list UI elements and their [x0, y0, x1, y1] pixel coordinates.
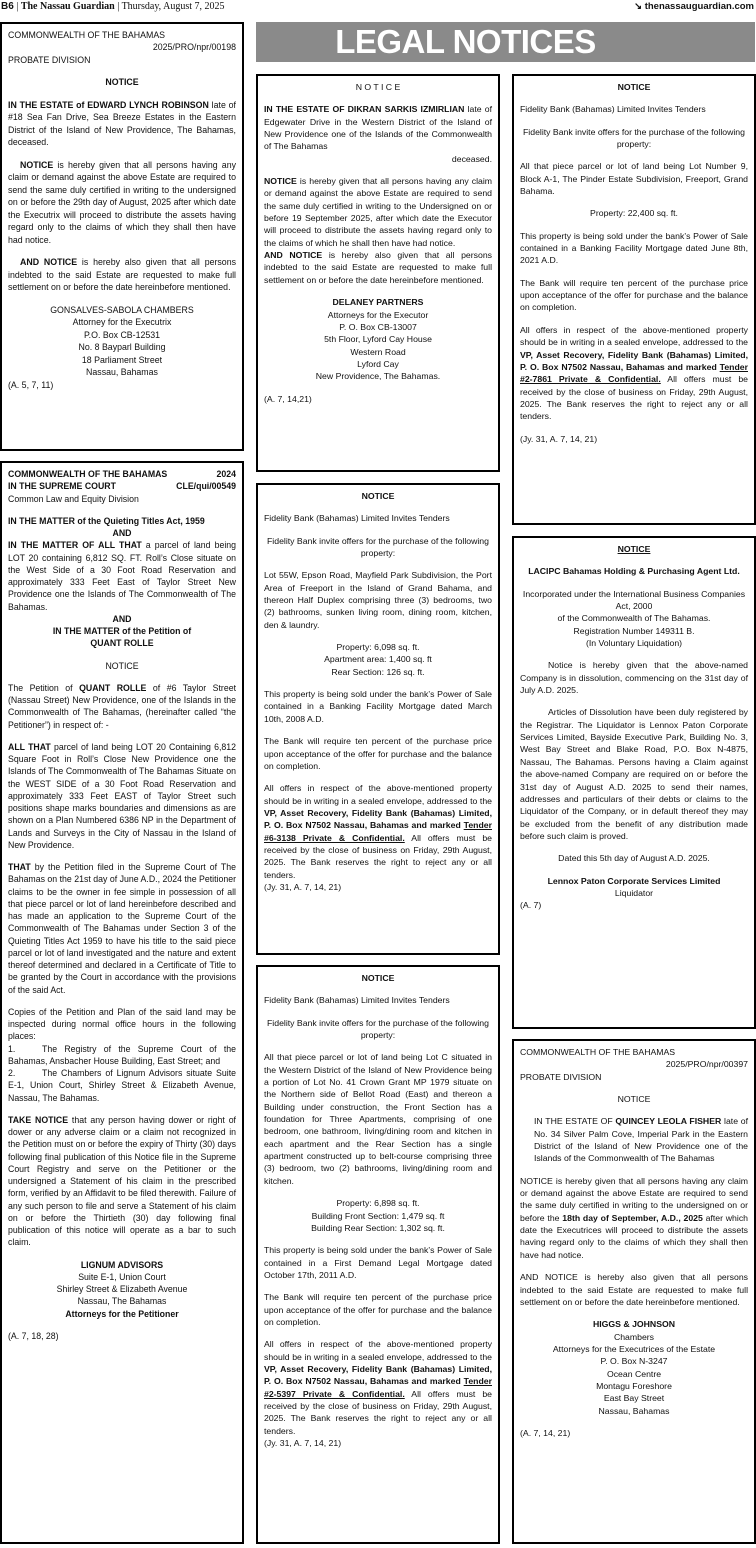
property-description: All that piece parcel or lot of land being Lot Number 9, Block A-1, The Pinder Estate Subdivision, Freeport, Grand Bahama.: [520, 161, 748, 197]
address-line: 18 Parliament Street: [81, 354, 163, 365]
incorporation-text: Incorporated under the International Business Companies Act, 2000: [522, 588, 746, 612]
payment-terms: The Bank will require ten percent of the purchase price upon acceptance of the offer for purchase and the balance on completion.: [520, 277, 748, 313]
and-notice-lead: AND NOTICE: [264, 250, 323, 261]
address-line: P. O. Box N-3247: [600, 1356, 668, 1367]
notice-lead: NOTICE: [20, 159, 54, 170]
address-line: P.O. Box CB-12531: [83, 329, 161, 340]
probate-notice-fisher: [512, 1039, 756, 1544]
case-reference: 2025/PRO/npr/00198: [152, 42, 236, 53]
publication-dates: (Jy. 31, A. 7, 14, 21): [264, 881, 342, 892]
offers-address: VP, Asset Recovery, Fidelity Bank (Bahamas) Limited, P. O. Box N7502 Nassau, Bahamas and marked: [520, 349, 748, 372]
notice-text: is hereby given that all persons having any claim or demand against the above Estate are required to send the same duly certified in writing to the undersigned on or before the 29th day of August, 2025 after which date the Executrix will proceed to distribute the assets having regard only to the claims of which they shall then have had notice.: [8, 159, 236, 245]
page-header: B6 | The Nassau Guardian | Thursday, August 7, 2025 ↘ thenassauguardian.com: [1, 1, 754, 12]
estate-text: IN THE ESTATE OF: [534, 1116, 616, 1127]
company-name: LACIPC Bahamas Holding & Purchasing Agent Ltd.: [528, 566, 740, 577]
court-name: IN THE SUPREME COURT: [8, 481, 116, 492]
issue-date: Thursday, August 7, 2025: [121, 1, 225, 12]
tender-notice-2-5397: [256, 965, 500, 1544]
publication-dates: (A. 7, 14,21): [264, 393, 312, 404]
address-line: Attorneys for the Executor: [327, 309, 429, 320]
petition-text: The Petition of: [8, 682, 80, 693]
arrow-icon: ↘: [634, 1, 643, 12]
offers-text: Fidelity Bank invite offers for the purchase of the following property:: [523, 126, 745, 150]
case-year: 2024: [216, 469, 236, 479]
address-line: Nassau, The Bahamas: [77, 1296, 167, 1307]
address-line: Nassau, Bahamas: [86, 367, 158, 378]
payment-terms: The Bank will require ten percent of the purchase price upon acceptance of the offer for purchase and the balance on completion.: [264, 1292, 492, 1327]
notice-lead: NOTICE: [264, 176, 297, 187]
tender-notice-6-3138: [256, 483, 500, 955]
address-line: Montagu Foreshore: [596, 1380, 672, 1391]
publication-dates: (Jy. 31, A. 7, 14, 21): [520, 433, 598, 444]
address-line: Ocean Centre: [606, 1368, 662, 1379]
division: Common Law and Equity Division: [8, 493, 139, 504]
liquidator-role: Liquidator: [614, 887, 654, 898]
firm-name: DELANEY PARTNERS: [332, 297, 424, 308]
articles-text: Articles of Dissolution have been duly registered by the Registrar. The Liquidator is Lennox Paton Corporate Services Limited, Bayside Executive Park, Building No. 3, West Bay Street and Blake Road, P.O. Box N-4875, Nassau, The Bahamas. Persons having a Claim against the above-named Company are required on or before the 31st day of August A.D. 2025 to send their names, addresses and particulars of their debts or claims to the Liquidator of the Company, or in default thereof they may be excluded from the benefit of any distribution made before such claim is proved.: [520, 707, 748, 841]
liquidator-name: Lennox Paton Corporate Services Limited: [547, 875, 721, 886]
deadline-date: 18th day of September, A.D., 2025: [562, 1212, 703, 1223]
offers-address: VP, Asset Recovery, Fidelity Bank (Bahamas) Limited, P. O. Box N7502 Nassau, Bahamas and marked: [264, 1363, 492, 1387]
list-number: 1.: [8, 1043, 16, 1054]
estate-name: IN THE ESTATE OF DIKRAN SARKIS IZMIRLIAN: [264, 104, 465, 115]
power-of-sale: This property is being sold under the bank’s Power of Sale contained in a Banking Facility Mortgage dated March 10th, 2008 A.D.: [264, 689, 492, 724]
address-line: East Bay Street: [603, 1393, 665, 1404]
quieting-titles-notice: [0, 461, 244, 1544]
case-reference: 2025/PRO/npr/00397: [665, 1059, 748, 1070]
newspaper-name: The Nassau Guardian: [20, 1, 115, 12]
matter-land-text: a parcel of land being LOT 20 containing 6,812 SQ. FT. Roll’s Close situate on the West Side of a 30 Foot Road Reservation and approximately 333 Feet East of Taylor Street New Providence one the Islands of The Commonwealth of The Bahamas.: [8, 540, 236, 612]
address-line: No. 8 Bayparl Building: [78, 342, 166, 353]
and-notice-text: is hereby also given that all persons indebted to the said Estate are requested to make full settlement on or before the date hereinbefore mentioned.: [8, 257, 236, 293]
notice-title: N O T I C E: [355, 82, 401, 92]
offers-deadline: All offers must be received by the close of business on Friday, 29th August, 2025. The Bank reserves the right to reject any or all tenders.: [264, 832, 492, 880]
matter-act: IN THE MATTER of the Quieting Titles Act, 1959: [8, 515, 205, 526]
and-notice-text: is hereby also given that all persons indebted to the said Estate are requested to make full settlement on or before the date hereinbefore mentioned.: [264, 250, 492, 285]
property-area: Building Rear Section: 1,302 sq. ft.: [311, 1222, 445, 1233]
incorporation-text: of the Commonwealth of The Bahamas.: [557, 613, 711, 624]
property-area: Apartment area: 1,400 sq. ft: [324, 654, 432, 665]
firm-name: LIGNUM ADVISORS: [80, 1259, 164, 1270]
and-notice-text: AND NOTICE is hereby also given that all persons indebted to the said Estate are requested to make full settlement on or before the date hereinbefore mentioned.: [520, 1272, 748, 1307]
tender-reference: Tender #6-3138 Private & Confidential.: [264, 820, 492, 843]
section-title: LEGAL NOTICES: [256, 22, 755, 62]
that-lead: THAT: [8, 862, 31, 872]
property-description: Lot 55W, Epson Road, Mayfield Park Subdivision, the Port Area of Freeport in the Island of Grand Bahama, and thereon Half Duplex comprising three (3) bedrooms, two (2) bathrooms, sunken living room, dining room, kitchen, den & laundry.: [264, 570, 492, 630]
website-link[interactable]: thenassauguardian.com: [644, 1, 754, 12]
notice-text: is hereby given that all persons having any claim or demand against the above Estate are required to send the same duly certified in writing to the Undersigned on or before 19 September 2025, after which date the Executor will proceed to distribute the assets having regard only to the claims of which he shall then have had notice.: [264, 176, 492, 248]
and-separator: AND: [112, 613, 132, 624]
tender-reference: Tender #2-5397 Private & Confidential.: [264, 1376, 492, 1399]
address-line: Attorneys for the Executrices of the Estate: [552, 1343, 716, 1354]
offers-instructions: All offers in respect of the above-mentioned property should be in writing in a sealed envelope, addressed to the: [264, 1339, 492, 1362]
offers-address: VP, Asset Recovery, Fidelity Bank (Bahamas) Limited, P. O. Box N7502 Nassau, Bahamas and marked: [264, 807, 492, 831]
notice-title: NOTICE: [361, 491, 395, 501]
land-description: parcel of land being LOT 20 Containing 6,812 Square Foot in Roll’s Close New Providence one the Islands of The Commonwealth of The Bahamas Situate on the WEST SIDE of a 30 Foot Road Reservation and approximately 333 Feet EAST of Taylor Street such positions shape marks boundaries and dimensions as are shown on a Plan Numbered 6386 NP in the Department of Lands and Surveys in the City of Nassau in the Island of New Providence.: [8, 741, 236, 850]
page-number: B6: [1, 1, 14, 12]
notice-text: after which date the Executrices will proceed to distribute the assets having regard only to the claims of which they shall then have had notice.: [520, 1212, 748, 1260]
estate-text: late of #18 Sea Fan Drive, Sea Breeze Estates in the Eastern District of the Island of New Providence, The Bahamas, deceased.: [8, 99, 236, 148]
offers-instructions: All offers in respect of the above-mentioned property should be in writing in a sealed envelope, addressed to the: [264, 783, 492, 806]
commonwealth-heading: COMMONWEALTH OF THE BAHAMAS: [8, 30, 166, 40]
address-line: Western Road: [350, 346, 406, 357]
publication-dates: (A. 5, 7, 11): [8, 379, 54, 390]
firm-name: HIGGS & JOHNSON: [592, 1319, 676, 1330]
dated-line: Dated this 5th day of August A.D. 2025.: [558, 853, 710, 864]
publication-dates: (A. 7, 18, 28): [8, 1330, 59, 1341]
petition-text: of #6 Taylor Street (Nassau Street) New Providence, one of the Islands in the Commonwealth of The Bahamas, (hereinafter called “the Petitioner”) in respect of: -: [8, 682, 236, 730]
inspection-place: The Chambers of Lignum Advisors situate Suite E-1, Union Court, Shirley Street & Elizabeth Avenue, Nassau, The Bahamas.: [8, 1068, 236, 1103]
estate-text: late of No. 34 Silver Palm Cove, Imperial Park in the Eastern District of the Island of New Providence one of the Islands of the Commonwealth of The Bahamas: [534, 1116, 748, 1164]
address-line: P. O. Box CB-13007: [339, 321, 417, 332]
registration-number: Registration Number 149311 B.: [573, 625, 695, 636]
address-line: Lyford Cay: [357, 358, 399, 369]
notice-title: NOTICE: [105, 660, 139, 671]
and-separator: AND: [112, 528, 132, 538]
take-notice-text: that any person having dower or right of dower or any adverse claim or a claim not recognized in the Petition must on or before the expiry of Thirty (30) days following final publication of this Notice file in the Supreme Court Registry and serve on the Petitioner or the undersigned a Statement of his claim in the prescribed form, verified by an Affidavit to be filed therewith. Failure of any such person to file and serve a Statement of his claim on or before the Thirtieth (30) day following final publication of this notice will operate as a bar to such claim.: [8, 1114, 236, 1248]
notice-title: NOTICE: [617, 82, 651, 92]
probate-notice-robinson: [0, 22, 244, 451]
firm-name: GONSALVES-SABOLA CHAMBERS: [50, 304, 194, 315]
invites-tenders: Fidelity Bank (Bahamas) Limited Invites Tenders: [264, 513, 450, 524]
notice-title: NOTICE: [617, 1094, 651, 1105]
notice-title: NOTICE: [105, 77, 139, 88]
offers-instructions: All offers in respect of the above-mentioned property should be in writing in a sealed envelope, addressed to the: [520, 324, 748, 348]
commonwealth-heading: COMMONWEALTH OF THE BAHAMAS: [8, 469, 168, 479]
property-description: All that piece parcel or lot of land being Lot C situated in the Western District of the Island of New Providence being a portion of Lot No. 41 Crown Grant MP 1979 situate on the Northern side of Bellot Road (East) and thereon a Building under construction, the Front Section has a foundation for Three Apartments, comprising of one bedroom, one bathroom, living/dining room and kitchen in each apartment and the Rear Section has a single apartment constructed up to belt-course comprising three (3) bedroom, two (2) bathrooms, living/dining room and kitchen.: [264, 1052, 492, 1186]
commonwealth-heading: COMMONWEALTH OF THE BAHAMAS: [520, 1047, 676, 1057]
offers-deadline: All offers must be received by the close of business on Friday, 29th August, 2025. The Bank reserves the right to reject any or all tenders.: [264, 1388, 492, 1436]
property-area: Property: 6,098 sq. ft.: [336, 642, 420, 653]
address-line: 5th Floor, Lyford Cay House: [324, 334, 432, 345]
property-area: Building Front Section: 1,479 sq. ft: [311, 1210, 445, 1221]
payment-terms: The Bank will require ten percent of the purchase price upon acceptance of the offer for purchase and the balance on completion.: [264, 736, 492, 771]
estate-name: QUINCEY LEOLA FISHER: [615, 1116, 722, 1127]
notice-title: NOTICE: [617, 544, 651, 554]
estate-text: late of Edgewater Drive in the Western District of the Island of New Providence one of the Islands of the Commonwealth of The Bahamas: [264, 104, 492, 152]
matter-petition: IN THE MATTER of the Petition of: [52, 626, 192, 636]
deceased-label: deceased.: [451, 153, 492, 164]
tender-reference: Tender #2-7861 Private & Confidential.: [520, 361, 748, 385]
offers-deadline: All offers must be received by the close of business on Friday, 29th August, 2025. The Bank reserves the right to reject any or all tenders.: [520, 374, 748, 422]
address-line: Suite E-1, Union Court: [78, 1271, 166, 1282]
address-line: New Providence, The Bahamas.: [315, 371, 441, 382]
inspection-place: The Registry of the Supreme Court of the Bahamas, Ansbacher House Building, East Street; and: [8, 1043, 236, 1066]
and-notice-lead: AND NOTICE: [20, 257, 78, 268]
petitioner-name: QUANT ROLLE: [90, 638, 154, 649]
estate-notice-izmirlian: [256, 74, 500, 472]
division: PROBATE DIVISION: [8, 54, 91, 65]
estate-name: IN THE ESTATE of EDWARD LYNCH ROBINSON: [8, 99, 209, 110]
tender-notice-2-7861: [512, 74, 756, 525]
attorneys-role: Attorneys for the Petitioner: [65, 1308, 179, 1319]
notice-title: NOTICE: [361, 973, 395, 983]
address-line: Chambers: [613, 1331, 655, 1342]
list-number: 2.: [8, 1068, 16, 1078]
publication-dates: (Jy. 31, A. 7, 14, 21): [264, 1438, 342, 1448]
power-of-sale: This property is being sold under the bank’s Power of Sale contained in a Banking Facility Mortgage dated June 8th, 2021 A.D.: [520, 230, 748, 266]
offers-text: Fidelity Bank invite offers for the purchase of the following property:: [267, 535, 489, 559]
address-line: Attorney for the Executrix: [72, 317, 172, 328]
publication-dates: (A. 7): [520, 900, 542, 911]
property-area: Property: 6,898 sq. ft.: [336, 1198, 420, 1209]
invites-tenders: Fidelity Bank (Bahamas) Limited Invites Tenders: [264, 995, 450, 1006]
notice-text: NOTICE is hereby given that all persons having any claim or demand against the above Estate are required to send the same duly certified in writing to the undersigned on or before the: [520, 1175, 748, 1223]
power-of-sale: This property is being sold under the bank’s Power of Sale contained in a First Demand Legal Mortgage dated October 17th, 2011 A.D.: [264, 1245, 492, 1280]
publication-dates: (A. 7, 14, 21): [520, 1427, 571, 1438]
liquidation-notice-lacipc: [512, 536, 756, 1029]
offers-text: Fidelity Bank invite offers for the purchase of the following property:: [267, 1017, 489, 1041]
property-area: Property: 22,400 sq. ft.: [590, 208, 678, 219]
petitioner-name: QUANT ROLLE: [79, 682, 147, 693]
address-line: Shirley Street & Elizabeth Avenue: [56, 1284, 188, 1294]
take-notice-lead: TAKE NOTICE: [8, 1114, 69, 1125]
petition-claim: by the Petition filed in the Supreme Court of The Bahamas on the 21st day of June A.D., 2024 the Petitioner claims to be the owner in fee simple in possession of all that piece parcel or lot of land hereinbefore described and has made an application to the Supreme Court of the Commonwealth of The Bahamas under Section 3 of the Quieting Titles Act 1959 to have his title to the said piece parcel or lot of land investigated and the nature and extent thereof determined and declared in a Certificate of Title to be granted by the Court in accordance with the provisions of the said Act.: [8, 862, 236, 995]
address-line: Nassau, Bahamas: [598, 1405, 670, 1416]
dissolution-text: Notice is hereby given that the above-named Company is in dissolution, commencing on the 31st day of July A.D. 2025.: [520, 660, 748, 696]
case-reference: CLE/qui/00549: [176, 481, 236, 492]
matter-land-lead: IN THE MATTER OF ALL THAT: [8, 540, 142, 551]
invites-tenders: Fidelity Bank (Bahamas) Limited Invites Tenders: [520, 104, 706, 115]
division: PROBATE DIVISION: [520, 1071, 602, 1082]
property-area: Rear Section: 126 sq. ft.: [331, 666, 425, 677]
all-that-lead: ALL THAT: [8, 741, 51, 752]
liquidation-status: (In Voluntary Liquidation): [585, 638, 683, 649]
inspection-text: Copies of the Petition and Plan of the said land may be inspected during normal office hours in the following places:: [8, 1006, 236, 1042]
